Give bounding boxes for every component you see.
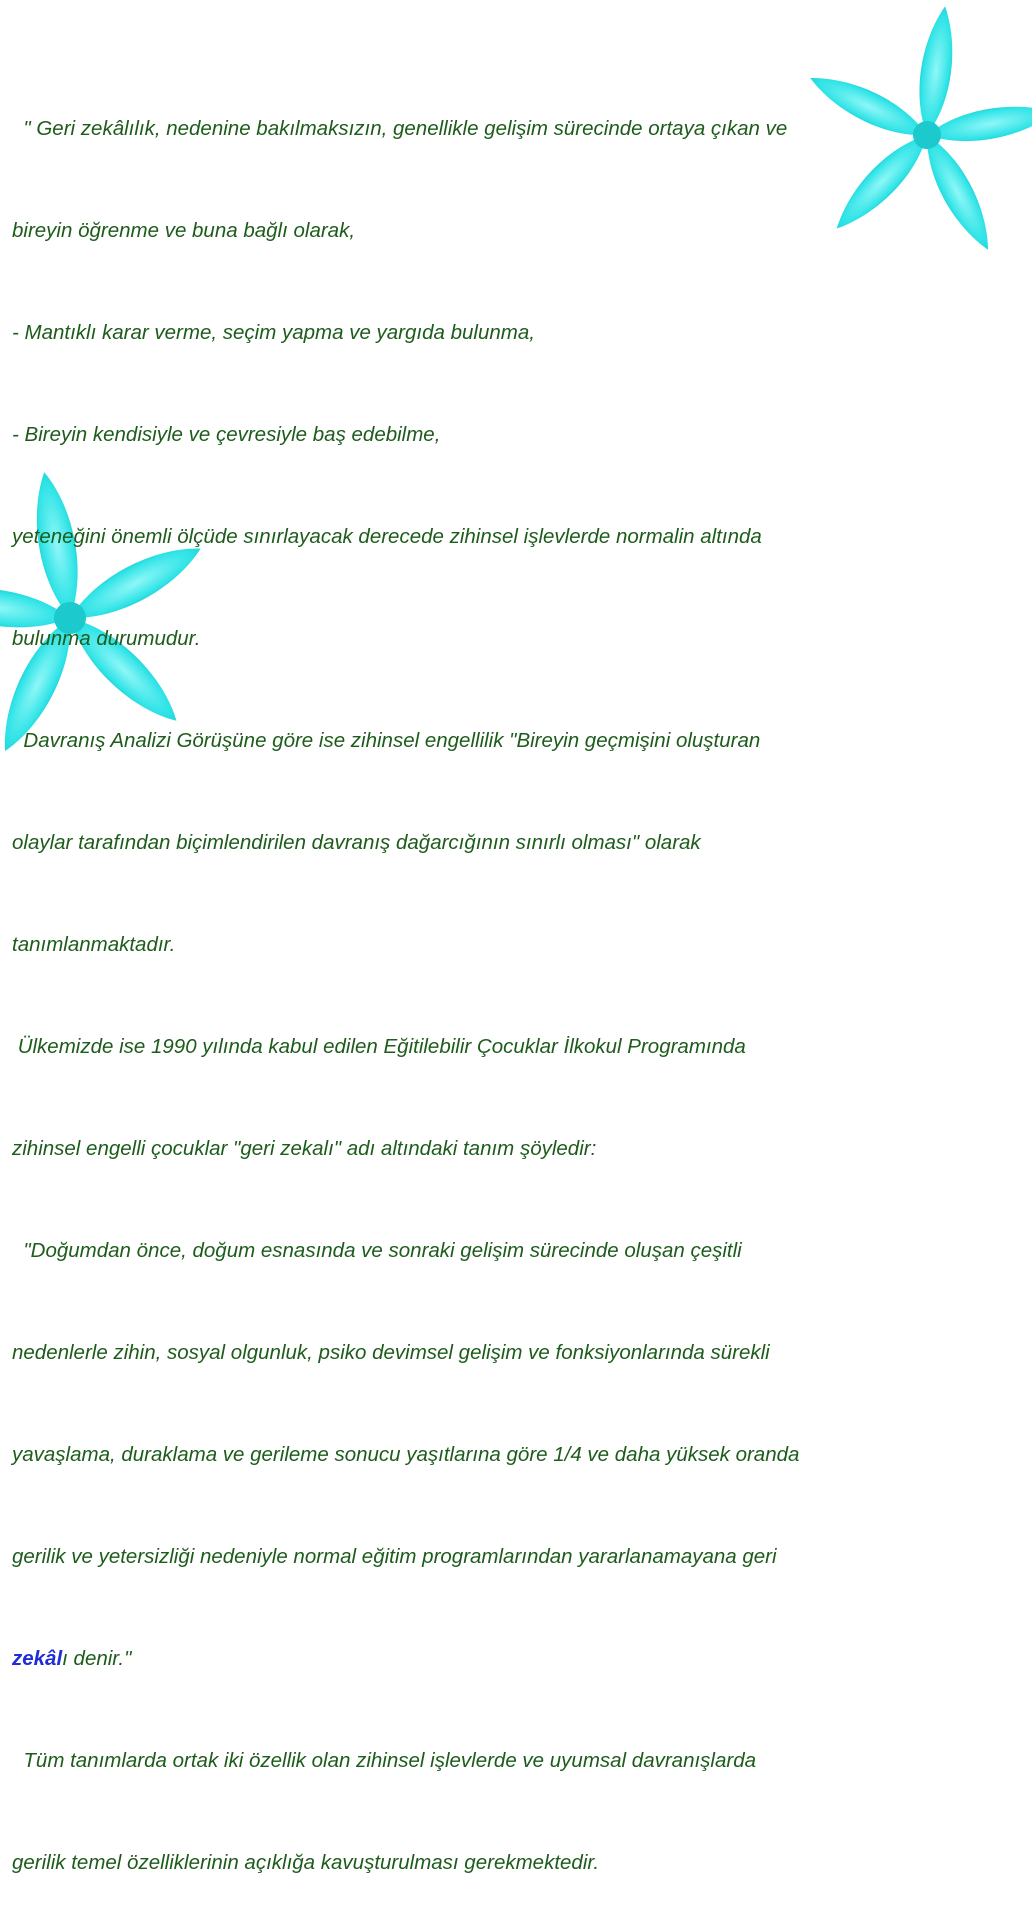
text-line: olaylar tarafından biçimlendirilen davranış dağarcığının sınırlı olması" olarak [12,831,701,854]
text-line: " Geri zekâlılık, nedenine bakılmaksızın, genellikle gelişim sürecinde ortaya çıkan ve [12,117,788,140]
text-line: bulunma durumudur. [12,627,201,650]
text-line: Ülkemizde ise 1990 yılında kabul edilen Eğitilebilir Çocuklar İlkokul Programında [12,1035,746,1058]
text-line: Davranış Analizi Görüşüne göre ise zihinsel engellilik "Bireyin geçmişini oluşturan [12,729,761,752]
text-line: gerilik ve yetersizliği nedeniyle normal eğitim programlarından yararlanamayana geri [12,1545,777,1568]
text-line: gerilik temel özelliklerinin açıklığa kavuşturulması gerekmektedir. [12,1851,600,1874]
definition-text [12,44,1012,1914]
text-line: - Bireyin kendisiyle ve çevresiyle baş edebilme, [12,423,441,446]
text-line: yavaşlama, duraklama ve gerileme sonucu yaşıtlarına göre 1/4 ve daha yüksek oranda [12,1443,800,1466]
text-line: tanımlanmaktadır. [12,933,176,956]
text-line: - Mantıklı karar verme, seçim yapma ve yargıda bulunma, [12,321,535,344]
text-line: zihinsel engelli çocuklar "geri zekalı" adı altındaki tanım şöyledir: [12,1137,597,1160]
text-line: bireyin öğrenme ve buna bağlı olarak, [12,219,356,242]
text-line: yeteneğini önemli ölçüde sınırlayacak derecede zihinsel işlevlerde normalin altında [12,525,762,548]
text-line: Tüm tanımlarda ortak iki özellik olan zihinsel işlevlerde ve uyumsal davranışlarda [12,1749,757,1772]
text-line-highlighted [12,1642,1012,1676]
text-line: nedenlerle zihin, sosyal olgunluk, psiko devimsel gelişim ve fonksiyonlarında sürekli [12,1341,770,1364]
text-line: "Doğumdan önce, doğum esnasında ve sonraki gelişim sürecinde oluşan çeşitli [12,1239,742,1262]
highlighted-word: zekâl [12,1647,63,1670]
text-fragment: ı denir." [62,1647,132,1670]
